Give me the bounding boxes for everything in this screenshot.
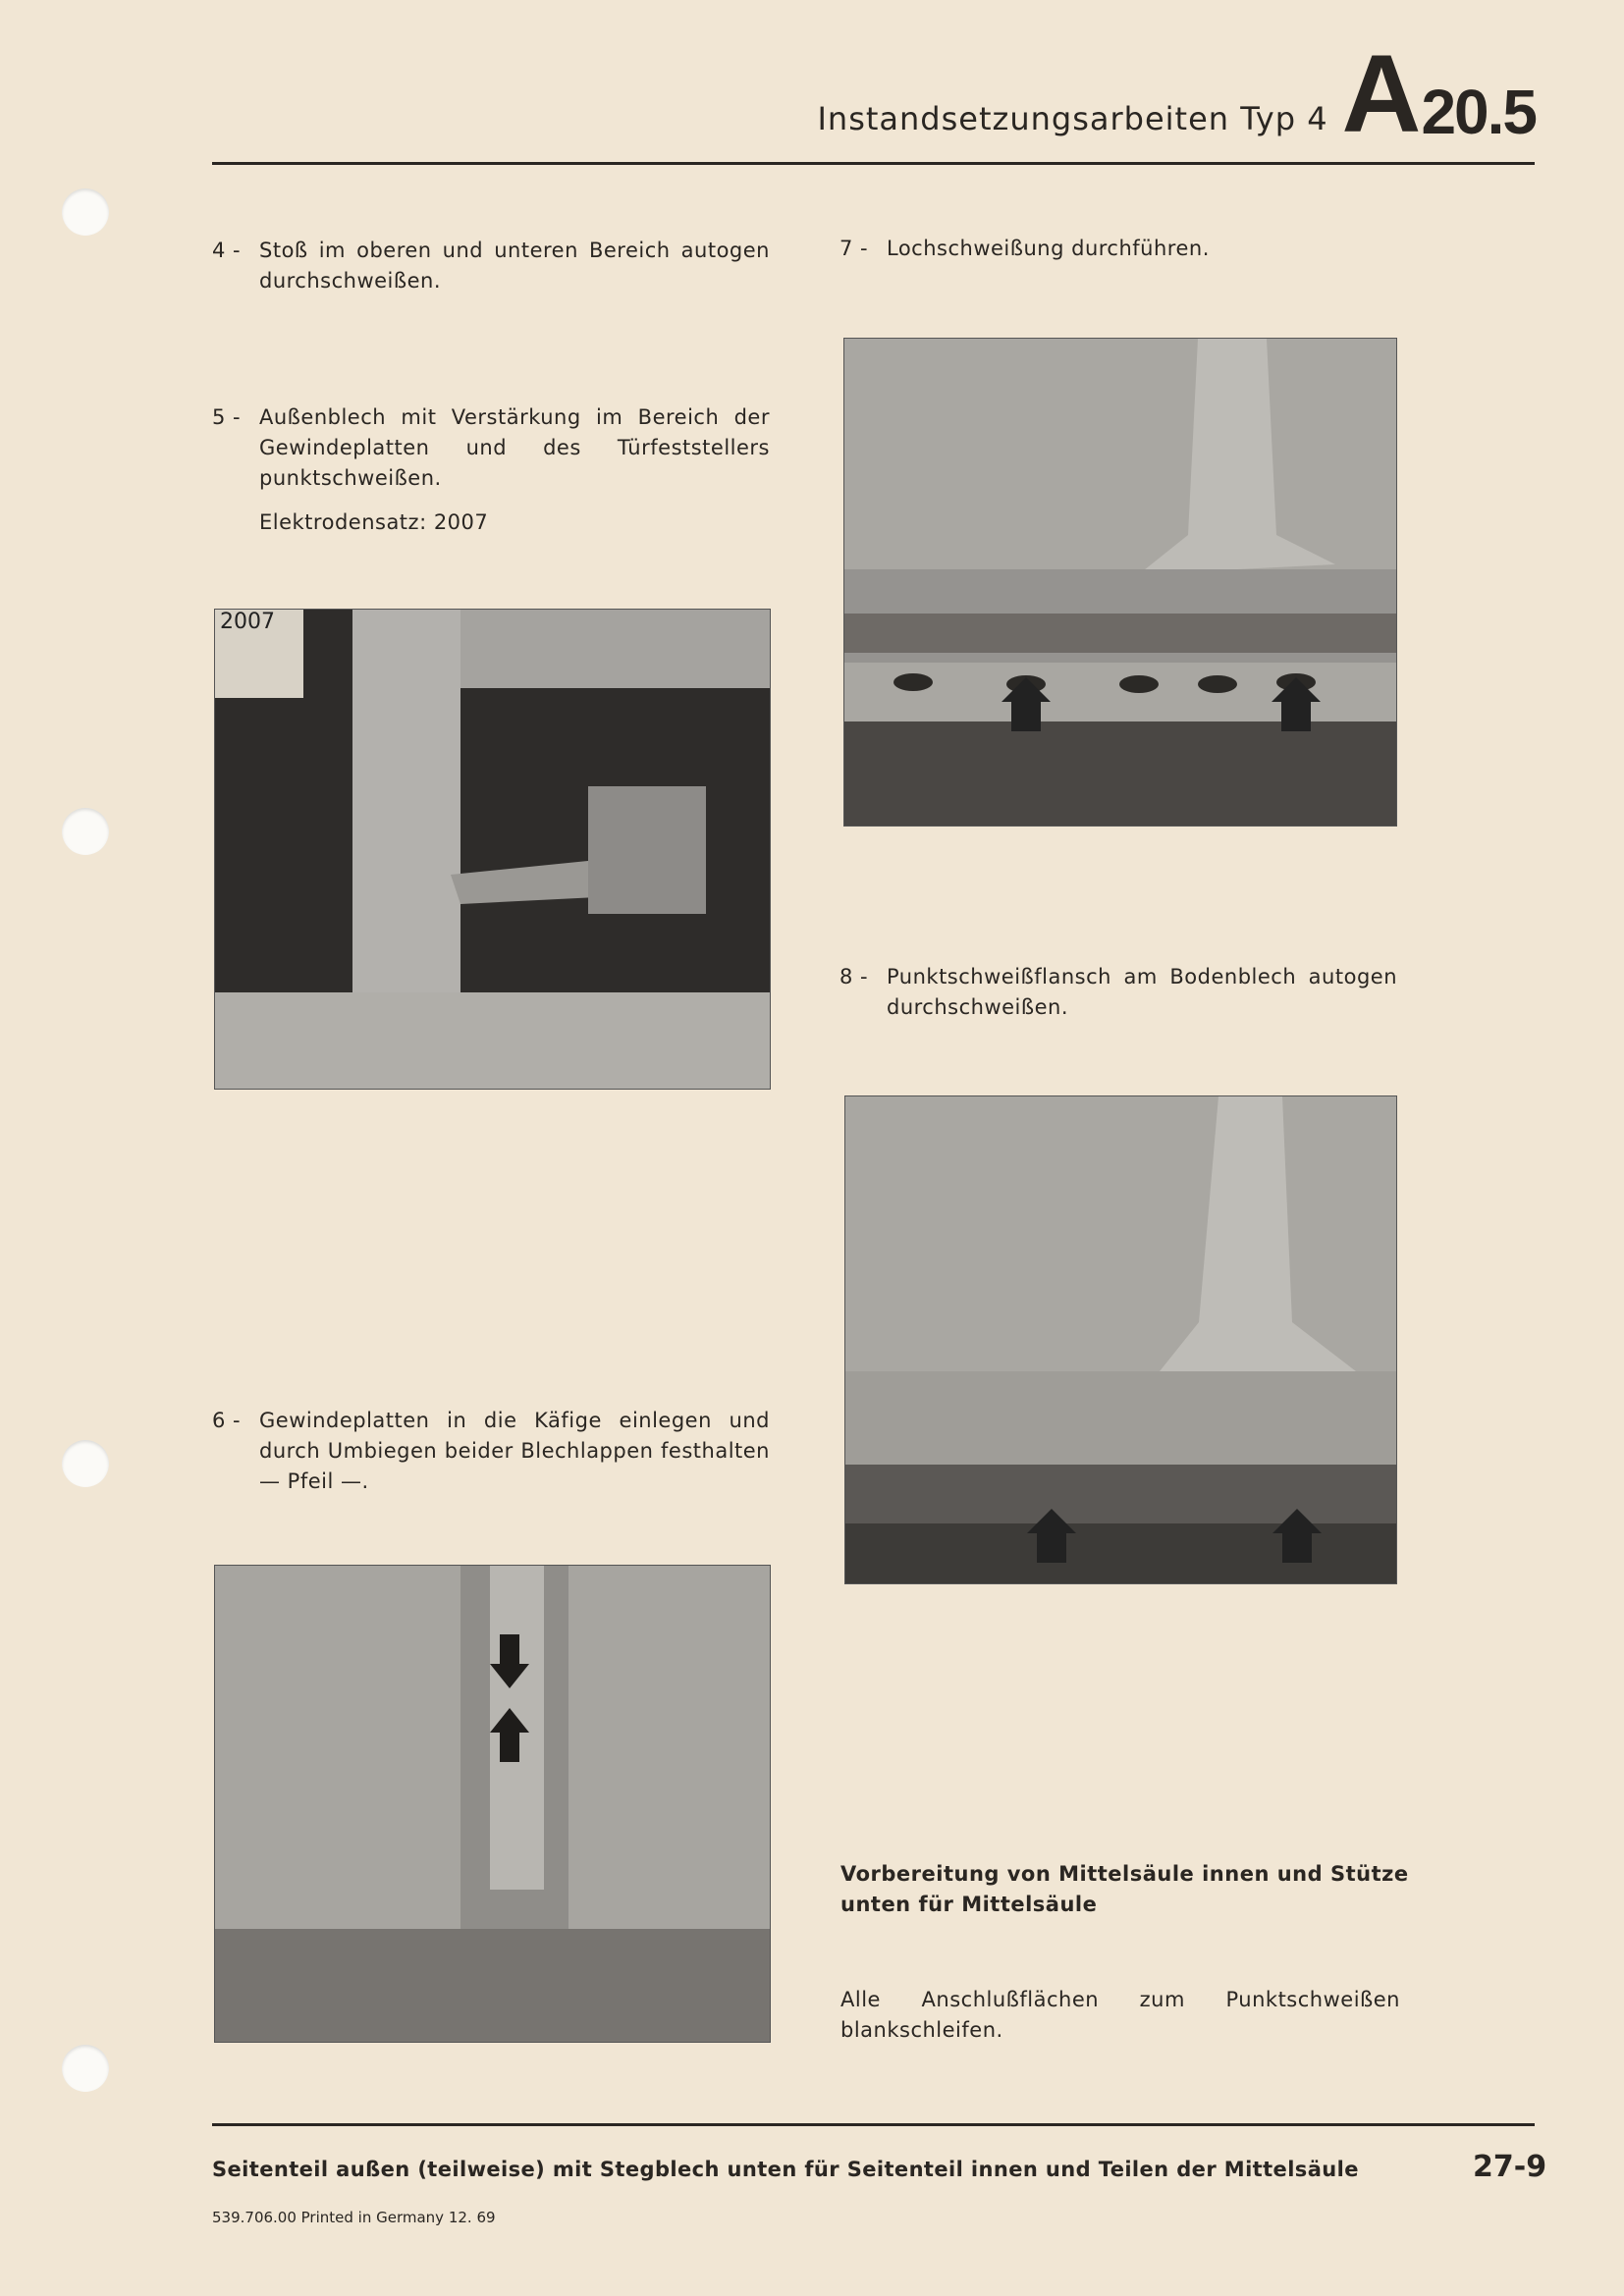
electrode-label: 2007 <box>220 610 275 634</box>
subsection-heading: Vorbereitung von Mittelsäule innen und Stütze unten für Mittelsäule <box>840 1862 1409 1916</box>
step-6 <box>212 1406 770 1497</box>
page-title: Instandsetzungsarbeiten Typ 4 <box>817 100 1328 137</box>
photo-flange-welding <box>844 1095 1397 1584</box>
photo-hole-welding <box>843 338 1397 827</box>
header <box>817 32 1536 155</box>
step-text: Stoß im oberen und unteren Bereich autogen durchschweißen. <box>259 239 770 293</box>
subsection-text: Alle Anschlußflächen zum Punktschweißen blankschleifen. <box>840 1988 1400 2042</box>
punch-hole <box>62 1440 109 1487</box>
print-code: 539.706.00 Printed in Germany 12. 69 <box>212 2209 496 2226</box>
step-7 <box>839 234 1397 264</box>
punch-hole <box>62 808 109 855</box>
step-text: Lochschweißung durchführen. <box>887 237 1210 260</box>
punch-hole <box>62 188 109 236</box>
step-5 <box>212 402 770 538</box>
step-text: Punktschweißflansch am Bodenblech autogen durchschweißen. <box>887 965 1397 1019</box>
section-number: 20.5 <box>1421 77 1536 147</box>
electrode-note: Elektrodensatz: 2007 <box>259 510 489 534</box>
photo-thread-plates <box>214 1565 771 2043</box>
step-number: 7 - <box>839 237 869 260</box>
step-text: Außenblech mit Verstärkung im Bereich der Gewindeplatten und des Türfeststellers punktschweißen. <box>259 405 770 490</box>
step-number: 8 - <box>839 965 869 988</box>
footer-rule <box>212 2123 1535 2126</box>
step-number: 5 - <box>212 405 242 429</box>
punch-hole <box>62 2045 109 2092</box>
footer-title: Seitenteil außen (teilweise) mit Stegblech unten für Seitenteil innen und Teilen der Mittelsäule <box>212 2158 1359 2181</box>
section-letter: A <box>1341 32 1422 155</box>
header-rule <box>212 162 1535 165</box>
photo-spot-welding <box>214 609 771 1090</box>
step-number: 4 - <box>212 239 242 262</box>
step-text: Gewindeplatten in die Käfige einlegen und durch Umbiegen beider Blechlappen festhalten — Pfeil —. <box>259 1409 770 1493</box>
page-number: 27-9 <box>1473 2150 1547 2184</box>
step-number: 6 - <box>212 1409 242 1432</box>
step-4 <box>212 236 770 296</box>
step-8 <box>839 962 1397 1023</box>
